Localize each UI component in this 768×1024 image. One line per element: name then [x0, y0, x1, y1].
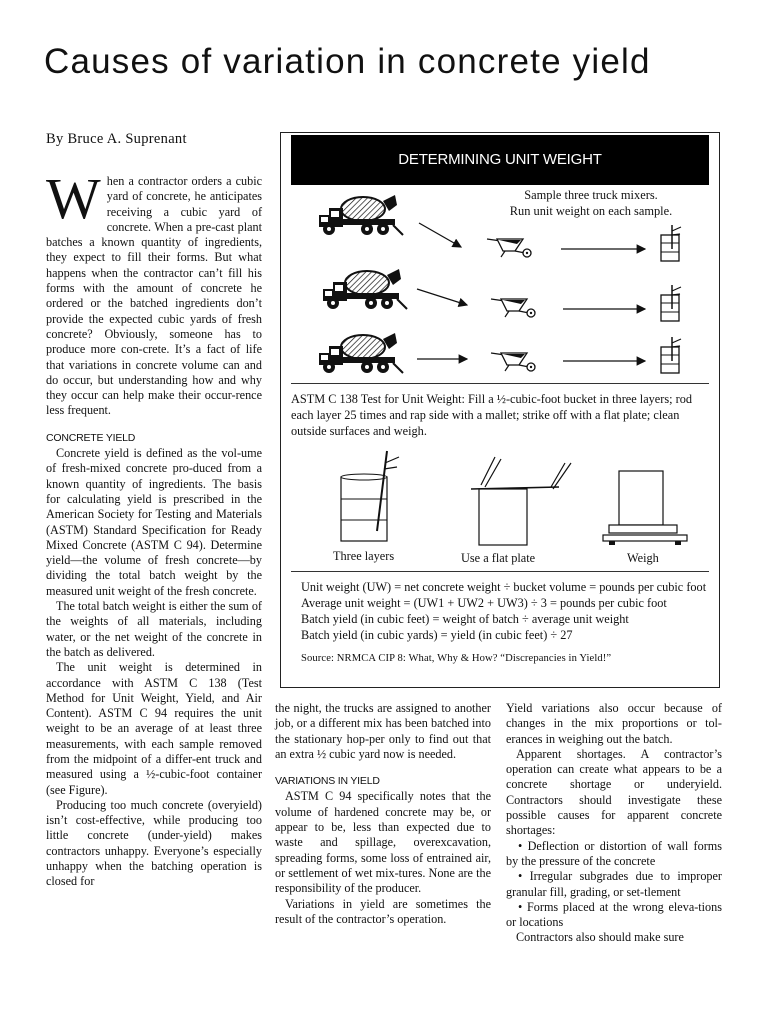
lead-paragraph: hen a contractor orders a cubic yard of concrete, he anticipates receiving a cubic yard of concrete. When a pre-cast plant batches a known quantity of ingredients, they expect to fill their forms. But what happens when the contractor can’t fill his forms with the amount of concrete he ordered or the batched ingredients don’t provide the expected cubic yards of fresh concrete? Obviously, someone has to produce more con-crete. It’s a fact of life that variations in concrete volume can and do occur, but understanding how and why they occur can help make their occur-rence less frequent. [46, 174, 262, 418]
paragraph: Variations in yield are sometimes the result of the contractor’s operation. [275, 896, 491, 926]
caption-three-layers: Three layers [333, 549, 395, 563]
article-column-2 [275, 701, 491, 927]
formula-yield-cubic-yards: Batch yield (in cubic yards) = yield (in cubic feet) ÷ 27 [301, 628, 573, 642]
figure-divider [291, 383, 709, 384]
bucket-icon [661, 285, 681, 321]
article-column-1 [46, 166, 262, 890]
scale-icon [603, 471, 687, 545]
formula-unit-weight: Unit weight (UW) = net concrete weight ÷ bucket volume = pounds per cubic foot [301, 580, 707, 594]
paragraph: the night, the trucks are assigned to another job, or a different mix has been batched into the stationary hop-per only to find out that an extra ½ cubic yard now is needed. [275, 701, 491, 761]
wheelbarrow-icon [491, 353, 535, 371]
drop-cap: W [46, 166, 101, 231]
wheelbarrow-icon [487, 239, 531, 257]
paragraph: Contractors also should make sure [516, 930, 684, 945]
mixer-truck-icon [319, 195, 403, 235]
figure-note-line-2: Run unit weight on each sample. [509, 204, 673, 218]
paragraph: ASTM C 94 specifically notes that the volume of hardened concrete may be, or appear to be, less than expected due to waste and spillage, overexcavation, spreading forms, some loss of entrained air, or settlement of wet mix-tures. None are the responsibility of the producer. [275, 789, 491, 896]
paragraph: Concrete yield is defined as the vol-ume of fresh-mixed concrete pro-duced from a known quantity of ingredients. The basis for calculating yield is prescribed in the American Society for Testing and Materials (ASTM) Standard Specification for Ready Mixed Concrete (ASTM C 94). Determine yield—the volume of fresh concrete—by dividing the total batch weight by the measured unit weight of the fresh concrete. [46, 446, 262, 598]
paragraph: The unit weight is determined in accordance with ASTM C 138 (Test Method for Unit Weight, Yield, and Air Content). ASTM C 94 requires the unit weight to be an average of at least three measurements, with each sample removed from the midpoint of a differ-ent truck and measured using a ½-cubic-foot container (see Figure). [46, 660, 262, 797]
figure-formulas [291, 579, 713, 667]
bucket-icon [661, 225, 681, 261]
article-title: Causes of variation in concrete yield [44, 42, 651, 81]
figure-source: Source: NRMCA CIP 8: What, Why & How? “Discrepancies in Yield!” [301, 653, 612, 664]
bucket-icon [661, 337, 681, 373]
figure-unit-weight [280, 132, 720, 688]
figure-astm-text: ASTM C 138 Test for Unit Weight: Fill a ½-cubic-foot bucket in three layers; rod each layer 25 times and rap side with a mallet; strike off with a flat plate; clean outside surfaces and weigh. [291, 392, 693, 438]
bullet-item: • Irregular subgrades due to improper granular fill, grading, or set-tlement [506, 869, 722, 899]
formula-yield-cubic-feet: Batch yield (in cubic feet) = weight of batch ÷ average unit weight [301, 612, 629, 626]
mixer-truck-icon [319, 333, 403, 373]
mixer-truck-icon [323, 269, 407, 309]
figure-heading: DETERMINING UNIT WEIGHT [291, 135, 709, 185]
formula-average: Average unit weight = (UW1 + UW2 + UW3) ÷ 3 = pounds per cubic foot [301, 596, 667, 610]
paragraph: Yield variations also occur because of changes in the mix proportions or tol-erances in weighing out the batch. [506, 701, 722, 746]
byline: By Bruce A. Suprenant [46, 131, 187, 147]
flat-plate-illustration [471, 457, 571, 545]
paragraph: Producing too much concrete (overyield) isn’t cost-effective, while producing too little concrete (under-yield) makes contractors unhappy. Everyone’s especially unhappy when the batching operation is closed for [46, 797, 262, 889]
paragraph: The total batch weight is either the sum of the weights of all materials, including water, or the net weight of the concrete in the batch as delivered. [46, 599, 262, 659]
section-heading: VARIATIONS IN YIELD [275, 775, 380, 788]
wheelbarrow-icon [491, 299, 535, 317]
figure-note-line-1: Sample three truck mixers. [524, 188, 658, 202]
paragraph: Apparent shortages. A contractor’s operation can create what appears to be a concrete shortage or underyield. Contractors should investigate these possible causes for apparent concrete shortages: [506, 746, 722, 838]
caption-flat-plate: Use a flat plate [461, 551, 536, 565]
caption-weigh: Weigh [627, 551, 659, 565]
section-heading: CONCRETE YIELD [46, 431, 136, 444]
figure-divider [291, 571, 709, 572]
article-column-3 [506, 701, 722, 946]
bullet-item: • Deflection or distortion of wall forms by the pressure of the concrete [506, 838, 722, 868]
three-layers-illustration [341, 451, 399, 541]
bullet-item: • Forms placed at the wrong eleva-tions or locations [506, 899, 722, 930]
